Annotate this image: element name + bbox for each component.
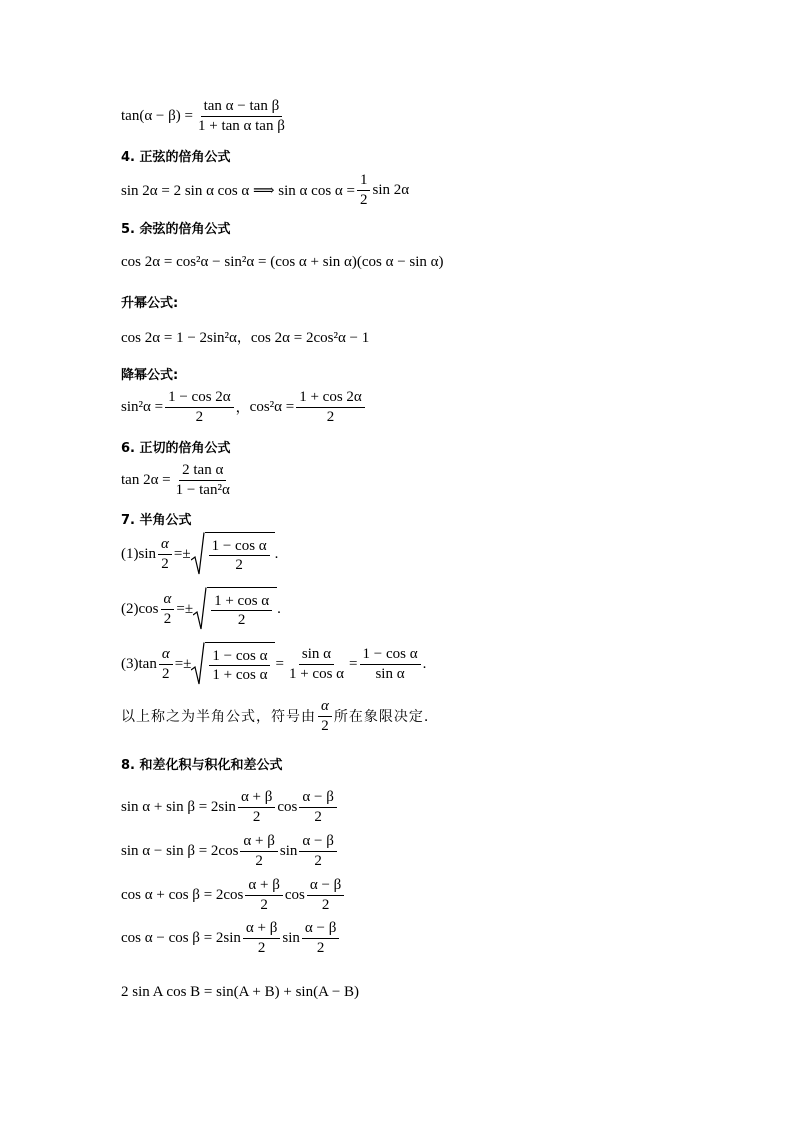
tan-diff-lhs: tan(α − β) = xyxy=(121,107,193,124)
lower-a-fraction xyxy=(165,389,234,425)
half-sin-radicand-numerator: 1 − cos α xyxy=(209,538,270,557)
sum4-fraction-a xyxy=(243,920,280,956)
sum4-fraction-b xyxy=(302,920,339,956)
sum3-b-numerator: α − β xyxy=(307,877,344,896)
half-sin-root xyxy=(191,532,275,576)
sum1-lhs: sin α + sin β = 2sin xyxy=(121,798,236,815)
radical-sign-icon xyxy=(191,532,205,576)
sum4-a-numerator: α + β xyxy=(243,920,280,939)
half-tan-f3-denominator: sin α xyxy=(375,665,405,682)
lower-b-lhs: cos²α = xyxy=(249,398,295,415)
tan-double-lhs: tan 2α = xyxy=(121,471,171,488)
formula-sum-to-product-4 xyxy=(121,917,341,959)
half-cos-angle-fraction xyxy=(161,591,175,627)
half-tan-period: . xyxy=(422,655,427,672)
raise-separator: ， xyxy=(236,330,251,346)
lower-a-numerator: 1 − cos 2α xyxy=(165,389,234,408)
half-tan-f2-denominator: 1 + cos α xyxy=(288,665,345,682)
lower-b-numerator: 1 + cos 2α xyxy=(296,389,365,408)
half-angle-note xyxy=(121,695,429,737)
half-tan-root xyxy=(191,642,275,686)
lower-b-denominator: 2 xyxy=(326,408,335,425)
formula-half-sin xyxy=(121,530,278,578)
sum3-mid: cos xyxy=(284,886,305,903)
sin-double-fraction xyxy=(357,172,371,208)
sum2-b-denominator: 2 xyxy=(314,852,322,869)
formula-sum-to-product-3 xyxy=(121,874,346,916)
heading-half-angle: 7. 半角公式 xyxy=(121,513,192,528)
heading-sum-product: 8. 和差化积与积化和差公式 xyxy=(121,758,283,773)
lower-a-denominator: 2 xyxy=(195,408,204,425)
sum1-a-denominator: 2 xyxy=(252,808,261,825)
heading-sine-double-angle: 4. 正弦的倍角公式 xyxy=(121,150,231,165)
half-sin-label: (1)sin xyxy=(121,545,156,562)
sum2-a-numerator: α + β xyxy=(240,833,277,852)
sin-double-tail: sin 2α xyxy=(372,181,410,198)
half-tan-fraction-2 xyxy=(286,646,347,682)
half-cos-radicand xyxy=(211,593,272,629)
lower-separator: ， xyxy=(235,400,250,416)
formula-cos-double: cos 2α = cos²α − sin²α = (cos α + sin α)(cos α − sin α) xyxy=(121,254,444,270)
formula-tan-double xyxy=(121,459,235,501)
sum2-lhs: sin α − sin β = 2cos xyxy=(121,842,239,859)
half-cos-radicand-denominator: 2 xyxy=(237,612,246,628)
sin-double-numerator: 1 xyxy=(357,172,371,191)
half-note-fraction xyxy=(318,698,332,734)
sum3-fraction-a xyxy=(245,877,282,913)
sum1-a-numerator: α + β xyxy=(238,789,275,808)
sum4-b-numerator: α − β xyxy=(302,920,339,939)
half-sin-angle-denominator: 2 xyxy=(161,555,169,572)
formula-sum-to-product-1 xyxy=(121,786,339,828)
heading-lower-power: 降幂公式: xyxy=(121,368,179,383)
formula-product-to-sum: 2 sin A cos B = sin(A + B) + sin(A − B) xyxy=(121,984,360,1000)
sum1-b-numerator: α − β xyxy=(299,789,336,808)
sum2-mid: sin xyxy=(279,842,298,859)
sum2-a-denominator: 2 xyxy=(255,852,263,869)
radical-sign-icon xyxy=(191,642,205,686)
half-note-prefix: 以上称之为半角公式，符号由 xyxy=(121,709,316,725)
tan-diff-denominator: 1 + tan α tan β xyxy=(197,117,285,134)
half-cos-label: (2)cos xyxy=(121,600,159,617)
lower-b-fraction xyxy=(296,389,365,425)
half-cos-radicand-numerator: 1 + cos α xyxy=(211,593,272,612)
sum1-fraction-a xyxy=(238,789,275,825)
sum1-fraction-b xyxy=(299,789,336,825)
formula-raise-power xyxy=(121,327,369,347)
raise-formula-a: cos 2α = 1 − 2sin²α xyxy=(121,330,237,346)
sum1-mid: cos xyxy=(277,798,298,815)
half-tan-angle-numerator: α xyxy=(159,646,173,665)
half-sin-angle-numerator: α xyxy=(158,536,172,555)
half-cos-angle-numerator: α xyxy=(161,591,175,610)
formula-tan-difference xyxy=(121,96,290,136)
half-tan-equals-2: = xyxy=(275,655,284,672)
half-tan-radicand-numerator: 1 − cos α xyxy=(209,648,270,667)
half-sin-equals: =± xyxy=(173,545,191,562)
half-tan-f3-numerator: 1 − cos α xyxy=(360,646,421,665)
formula-lower-power xyxy=(121,386,367,428)
lower-a-lhs: sin²α = xyxy=(121,398,164,415)
half-cos-angle-denominator: 2 xyxy=(163,610,172,627)
half-cos-period: . xyxy=(277,600,281,617)
sum3-a-numerator: α + β xyxy=(245,877,282,896)
half-note-numerator: α xyxy=(318,698,332,717)
half-cos-root xyxy=(193,587,277,631)
half-cos-equals: =± xyxy=(176,600,194,617)
sum2-fraction-a xyxy=(240,833,277,869)
sum4-a-denominator: 2 xyxy=(257,939,266,956)
sum2-b-numerator: α − β xyxy=(299,833,336,852)
sum4-lhs: cos α − cos β = 2sin xyxy=(121,929,241,946)
formula-sin-double xyxy=(121,170,409,210)
half-tan-radicand xyxy=(209,648,270,684)
heading-tangent-double-angle: 6. 正切的倍角公式 xyxy=(121,441,231,456)
sin-double-denominator: 2 xyxy=(359,191,368,208)
formula-sum-to-product-2 xyxy=(121,830,339,872)
half-tan-equals: =± xyxy=(174,655,192,672)
tan-double-fraction xyxy=(173,462,233,498)
raise-formula-b: cos 2α = 2cos²α − 1 xyxy=(250,330,370,346)
heading-raise-power: 升幂公式: xyxy=(121,296,179,311)
sum3-lhs: cos α + cos β = 2cos xyxy=(121,886,244,903)
half-note-denominator: 2 xyxy=(321,717,329,734)
heading-cosine-double-angle: 5. 余弦的倍角公式 xyxy=(121,222,231,237)
half-sin-period: . xyxy=(274,545,279,562)
half-sin-radicand xyxy=(209,538,270,574)
sum4-b-denominator: 2 xyxy=(316,939,325,956)
half-tan-f2-numerator: sin α xyxy=(299,646,334,665)
tan-double-denominator: 1 − tan²α xyxy=(175,481,230,498)
radical-sign-icon xyxy=(193,587,207,631)
sin-double-main: sin 2α = 2 sin α cos α ⟹ sin α cos α = xyxy=(121,182,355,199)
sum3-fraction-b xyxy=(307,877,344,913)
tan-double-numerator: 2 tan α xyxy=(179,462,226,481)
sum3-a-denominator: 2 xyxy=(260,896,268,913)
half-sin-angle-fraction xyxy=(158,536,172,572)
sum4-mid: sin xyxy=(282,929,300,946)
half-note-suffix: 所在象限决定. xyxy=(333,709,430,725)
half-tan-angle-fraction xyxy=(159,646,173,682)
half-tan-radicand-denominator: 1 + cos α xyxy=(212,667,268,683)
half-tan-label: (3)tan xyxy=(121,655,157,672)
half-tan-angle-denominator: 2 xyxy=(162,665,170,682)
tan-diff-numerator: tan α − tan β xyxy=(201,98,283,117)
formula-half-tan xyxy=(121,640,426,688)
formula-half-cos xyxy=(121,585,281,633)
sum2-fraction-b xyxy=(299,833,336,869)
half-tan-fraction-3 xyxy=(360,646,421,682)
sum1-b-denominator: 2 xyxy=(314,808,322,825)
tan-diff-fraction xyxy=(195,98,288,134)
sum3-b-denominator: 2 xyxy=(321,896,330,913)
half-tan-equals-3: = xyxy=(349,655,358,672)
half-sin-radicand-denominator: 2 xyxy=(235,557,243,573)
